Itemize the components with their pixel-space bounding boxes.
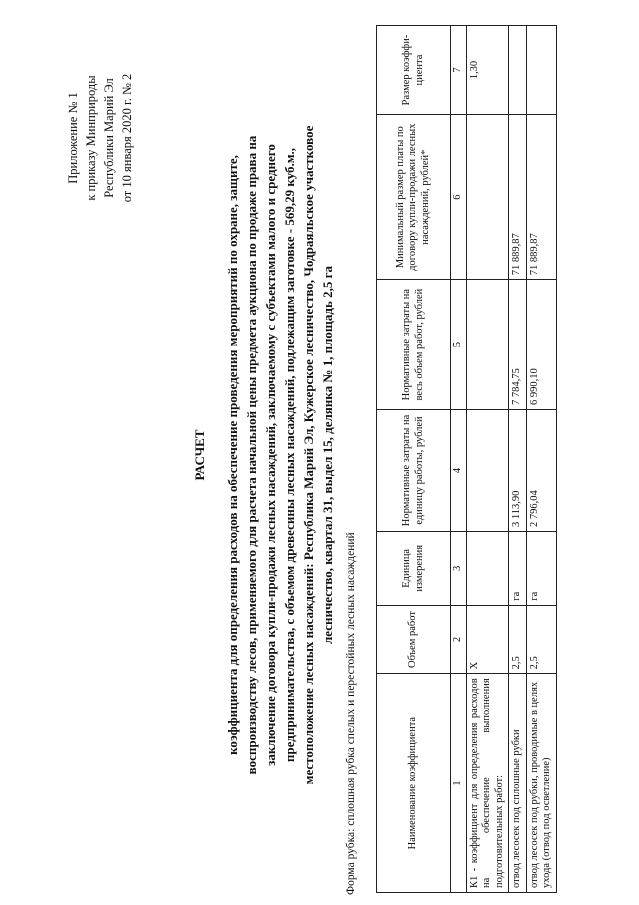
unit-cost-cell: 3 113,90 [509,409,527,531]
unit-cost-cell [466,409,509,531]
column-number: 6 [451,115,467,280]
unit-cell [466,531,509,605]
min-payment-cell: 71 889,87 [526,115,556,280]
column-number: 7 [451,26,467,115]
min-payment-cell: 71 889,87 [509,115,527,280]
total-cost-cell [466,280,509,410]
column-number: 1 [451,674,467,893]
header-coefficient-name: Наименование коэффициента [377,674,451,893]
appendix-line: от 10 января 2020 г. № 2 [120,73,134,203]
work-volume-cell: Х [466,605,509,674]
min-payment-cell [466,115,509,280]
header-work-volume: Объем работ [377,605,451,674]
document-title: РАСЧЕТ [192,429,207,481]
column-number: 4 [451,409,467,531]
unit-cost-cell: 2 796,04 [526,409,556,531]
coefficient-name-cell: К1 - коэффициент для определения расходов на обеспечение выполнения подготовительных работ: [466,674,509,893]
appendix-line: Приложение № 1 [66,92,80,184]
table-row [526,26,556,893]
total-cost-cell: 7 784,75 [509,280,527,410]
column-number: 3 [451,531,467,605]
unit-cell: га [509,531,527,605]
work-volume-cell: 2,5 [526,605,556,674]
document-heading [190,115,337,795]
column-number: 2 [451,605,467,674]
appendix-note [64,33,136,243]
column-number: 5 [451,280,467,410]
felling-form-label: Форма рубка: сплошная рубка спелых и перестойных лесных насаждений [345,532,357,895]
header-min-payment: Минимальный размер платы по договору купли-продажи лесных насаждений, рублей* [377,115,451,280]
table-row [509,26,527,893]
coefficient-size-cell: 1,30 [466,26,509,115]
coefficient-size-cell [509,26,527,115]
coefficient-name-cell: отвод лесосек под рубки, проводимые в целях ухода (отвод под осветление) [526,674,556,893]
document-subtitle: коэффициента для определения расходов на обеспечение проведения мероприятий по охране, защите, воспроизводству лесов, применяемого для расчета начальной цены предмета аукциона по продаже права на заключение договора купли-продажи лесных насаждений, заключаемому с субъектами малого и среднего предпринимательства, с объемом древесины лесных насаждений, подлежащим заготовке - 569,29 куб.м., местоположение лесных насаждений: Республика Марий Эл, Кужерское лесничество, Чодраяльское участковое лесничество, квартал 31, выдел 15, делянка № 1, площадь 2,5 га [225,125,335,785]
header-unit: Единица измерения [377,531,451,605]
appendix-line: Республики Марий Эл [102,78,116,198]
unit-cell: га [526,531,556,605]
header-unit-cost: Нормативные затраты на единицу работы, рублей [377,409,451,531]
appendix-line: к приказу Минприроды [84,75,98,201]
coefficient-size-cell [526,26,556,115]
coefficient-name-cell: отвод лесосек под сплошные рубки [509,674,527,893]
header-coefficient-size: Размер коэффи-циента [377,26,451,115]
calculation-table [376,25,557,893]
work-volume-cell: 2,5 [509,605,527,674]
table-row [466,26,509,893]
total-cost-cell: 6 990,10 [526,280,556,410]
header-total-cost: Нормативные затраты на весь объем работ, рублей [377,280,451,410]
